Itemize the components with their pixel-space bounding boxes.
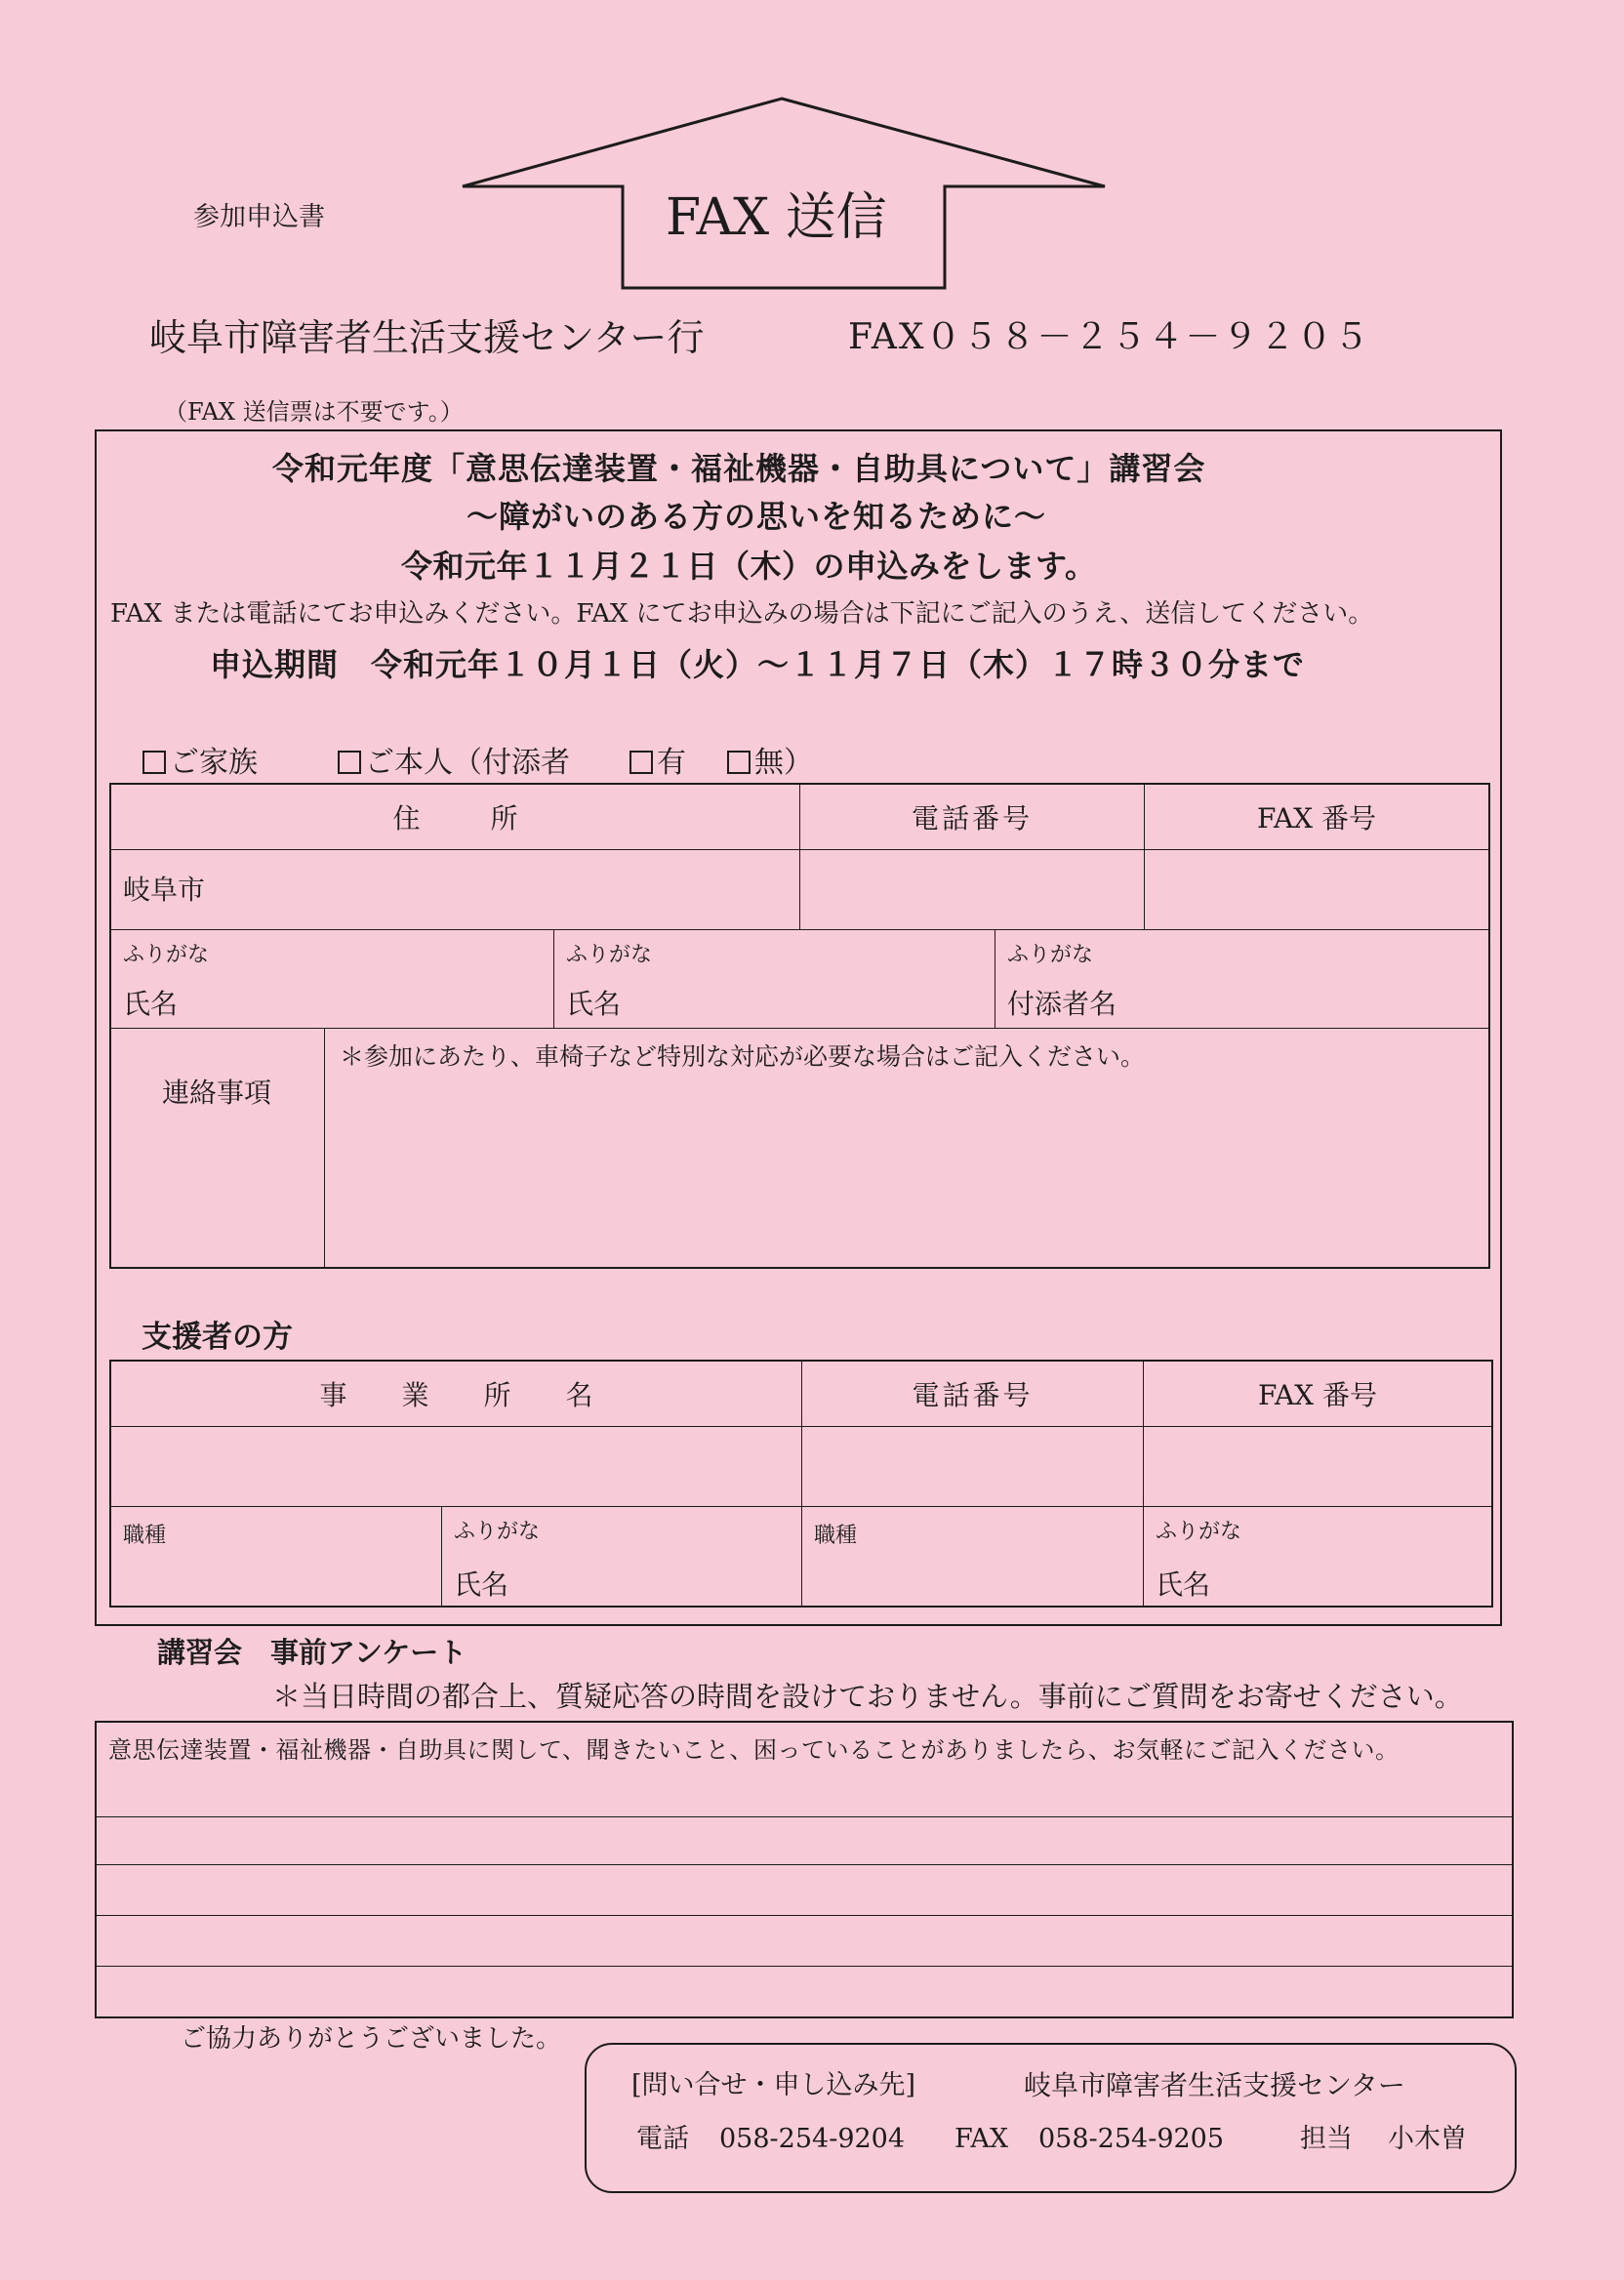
phone-field[interactable] (800, 850, 1145, 929)
event-subtitle: ～障がいのある方の思いを知るために～ (467, 498, 1047, 535)
notes-label: 連絡事項 (162, 1077, 272, 1109)
survey-answer-line[interactable] (97, 1817, 1512, 1865)
cover-sheet-note: （FAX 送信票は不要です。） (164, 398, 464, 426)
supporter-phone-header-label: 電話番号 (912, 1379, 1034, 1411)
name-field-1[interactable] (111, 930, 554, 1028)
furigana-label: ふりがな (123, 943, 210, 967)
survey-answer-line[interactable] (97, 1865, 1512, 1916)
office-name-header (111, 1362, 802, 1426)
attendee-header-row (111, 785, 1488, 850)
supporter-phone-field[interactable] (802, 1427, 1144, 1506)
attendee-name-row (111, 930, 1488, 1029)
survey-prompt: 意思伝達装置・福祉機器・自助具に関して、聞きたいこと、困っていることがありましたら、お気軽にご記入ください。 (108, 1736, 1400, 1764)
office-name-header-label: 事 業 所 名 (319, 1379, 607, 1411)
supporter-fax-header-label: FAX 番号 (1257, 1379, 1378, 1411)
notes-instruction: ＊参加にあたり、車椅子など特別な対応が必要な場合はご記入ください。 (340, 1042, 1146, 1071)
attendee-table (109, 783, 1490, 1269)
survey-answer-line[interactable] (97, 1967, 1512, 2016)
notes-field[interactable] (325, 1029, 1488, 1267)
supporter-table (109, 1360, 1493, 1608)
supporter-fax-header (1144, 1362, 1491, 1426)
attendee-contact-row (111, 850, 1488, 930)
event-date-line: 令和元年１１月２１日（木）の申込みをします。 (401, 548, 1097, 585)
checkbox-attendant-yes[interactable] (629, 751, 653, 774)
address-prefix: 岐阜市 (123, 874, 206, 906)
supporter-phone-header (802, 1362, 1144, 1426)
supporter-heading: 支援者の方 (142, 1320, 293, 1355)
fax-number: FAX０５８－２５４－９２０５ (848, 317, 1371, 357)
survey-note: ＊当日時間の都合上、質疑応答の時間を設けておりません。事前にご質問をお寄せください。 (272, 1680, 1463, 1713)
contact-person-label: 担当 (1300, 2124, 1353, 2154)
address-field[interactable] (111, 850, 800, 929)
job-label: 職種 (814, 1524, 858, 1548)
option-attendant-no (727, 746, 813, 780)
name-label: 氏名 (1156, 1568, 1211, 1601)
attendant-name-field[interactable] (995, 930, 1488, 1028)
contact-phone-label: 電話 (636, 2124, 689, 2154)
contact-org: 岐阜市障害者生活支援センター (1024, 2069, 1405, 2101)
office-name-field[interactable] (111, 1427, 802, 1506)
option-self (338, 746, 570, 780)
name-label: 氏名 (454, 1568, 509, 1601)
survey-prompt-row[interactable] (97, 1723, 1512, 1817)
phone-header (800, 785, 1145, 849)
furigana-label: ふりがな (1007, 943, 1094, 967)
staff-name-field-1[interactable] (442, 1507, 802, 1606)
option-attendant-yes (629, 746, 686, 780)
furigana-label: ふりがな (566, 943, 653, 967)
survey-heading: 講習会 事前アンケート (157, 1636, 467, 1669)
contact-fax-label: FAX (954, 2124, 1009, 2154)
supporter-contact-row (111, 1427, 1491, 1507)
job-field-1[interactable] (111, 1507, 442, 1606)
checkbox-self[interactable] (338, 751, 361, 774)
option-family (142, 746, 258, 780)
option-self-label: ご本人（付添者 (365, 746, 570, 780)
supporter-header-row (111, 1362, 1491, 1427)
phone-header-label: 電話番号 (911, 802, 1033, 835)
recipient: 岐阜市障害者生活支援センター行 (149, 316, 705, 359)
address-header (111, 785, 800, 849)
fax-header (1145, 785, 1488, 849)
name-label: 氏名 (566, 988, 622, 1020)
furigana-label: ふりがな (454, 1520, 541, 1544)
contact-label: [問い合せ・申し込み先] (631, 2070, 916, 2100)
contact-person: 小木曽 (1388, 2124, 1467, 2154)
survey-answer-line[interactable] (97, 1916, 1512, 1967)
option-family-label: ご家族 (170, 746, 258, 780)
application-period: 申込期間 令和元年１０月１日（火）～１１月７日（木）１７時３０分まで (210, 646, 1306, 683)
address-header-label: 住 所 (392, 802, 540, 835)
fax-field[interactable] (1145, 850, 1488, 929)
attendant-name-label: 付添者名 (1007, 988, 1117, 1020)
option-attendant-no-label: 無） (754, 746, 813, 780)
application-instructions: FAX または電話にてお申込みください。FAX にてお申込みの場合は下記にご記入のうえ、送信してください。 (110, 599, 1374, 629)
contact-box (585, 2043, 1517, 2193)
checkbox-attendant-no[interactable] (727, 751, 751, 774)
supporter-staff-row (111, 1507, 1491, 1606)
checkbox-family[interactable] (142, 751, 166, 774)
contact-phone: 058-254-9204 (719, 2124, 906, 2154)
fax-send-title: FAX 送信 (666, 188, 887, 247)
name-label: 氏名 (123, 988, 179, 1020)
attendee-notes-row (111, 1029, 1488, 1267)
job-field-2[interactable] (802, 1507, 1144, 1606)
furigana-label: ふりがな (1156, 1520, 1242, 1544)
contact-fax: 058-254-9205 (1038, 2124, 1225, 2154)
thanks-message: ご協力ありがとうございました。 (181, 2024, 562, 2054)
job-label: 職種 (123, 1524, 167, 1548)
survey-table (95, 1721, 1514, 2018)
notes-label-cell (111, 1029, 325, 1267)
staff-name-field-2[interactable] (1144, 1507, 1491, 1606)
name-field-2[interactable] (554, 930, 995, 1028)
event-title: 令和元年度「意思伝達装置・福祉機器・自助具について」講習会 (272, 450, 1206, 487)
supporter-fax-field[interactable] (1144, 1427, 1491, 1506)
option-attendant-yes-label: 有 (657, 746, 686, 780)
form-label: 参加申込書 (193, 202, 325, 232)
fax-header-label: FAX 番号 (1256, 802, 1377, 835)
